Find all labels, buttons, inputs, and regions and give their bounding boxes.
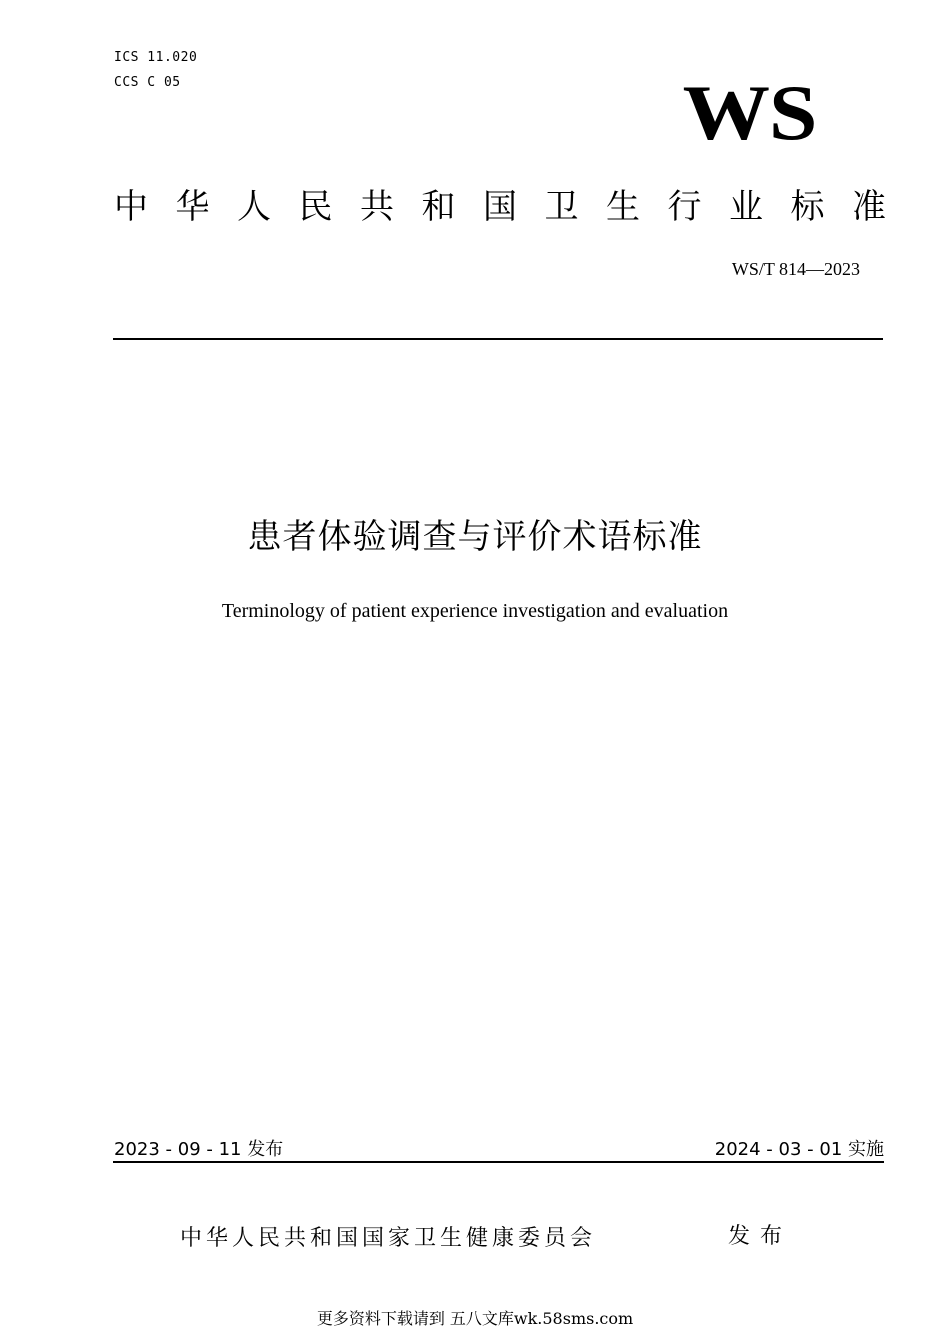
- standard-category-title: [114, 187, 886, 227]
- category-title-char: 华: [175, 187, 210, 227]
- document-title-chinese: 患者体验调查与评价术语标准: [247, 517, 703, 557]
- ics-code: ICS 11.020: [114, 50, 198, 65]
- header-divider: [113, 338, 883, 340]
- ccs-code: CCS C 05: [114, 75, 181, 90]
- ws-logo: WS: [682, 69, 816, 156]
- publisher-name: 中华人民共和国国家卫生健康委员会: [180, 1226, 597, 1251]
- category-title-char: 行: [667, 187, 702, 227]
- standard-number: WS/T 814—2023: [731, 259, 860, 279]
- category-title-char: 业: [729, 187, 763, 227]
- category-title-char: 人: [237, 187, 271, 227]
- publish-label: 发布: [728, 1224, 793, 1249]
- implementation-date: 2024 - 03 - 01 实施: [714, 1139, 884, 1160]
- category-title-char: 准: [852, 187, 886, 227]
- download-watermark: 更多资料下载请到 五八文库wk.58sms.com: [316, 1309, 634, 1328]
- category-title-char: 标: [790, 187, 825, 227]
- category-title-char: 共: [360, 187, 394, 227]
- document-title-english: Terminology of patient experience investigation and evaluation: [221, 600, 729, 622]
- category-title-char: 生: [606, 187, 640, 227]
- category-title-char: 卫: [544, 187, 579, 227]
- footer-divider: [113, 1161, 884, 1163]
- issue-date: 2023 - 09 - 11 发布: [114, 1139, 284, 1160]
- category-title-char: 国: [483, 187, 517, 227]
- category-title-char: 中: [114, 187, 148, 227]
- category-title-char: 和: [421, 187, 456, 227]
- category-title-char: 民: [298, 187, 333, 227]
